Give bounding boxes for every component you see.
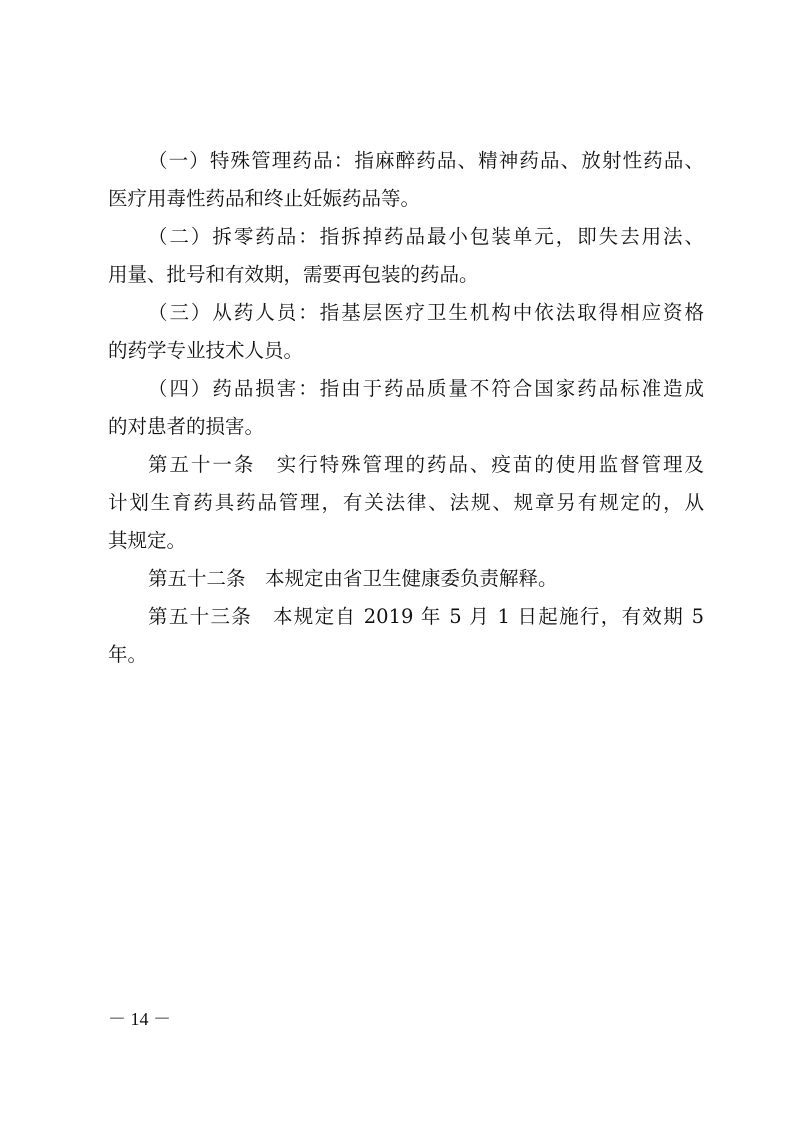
text-line: （三）从药人员：指基层医疗卫生机构中依法取得相应资格 [148,301,704,324]
text-line: 其规定。 [108,529,187,552]
text-line: （四）药品损害：指由于药品质量不符合国家药品标准造成 [148,377,704,400]
paragraph-pharmacy-staff [108,294,704,370]
text-line: 用量、批号和有效期，需要再包装的药品。 [108,263,479,286]
article-53 [108,598,704,674]
paragraph-drug-damage [108,370,704,446]
paragraph-special-management-drugs [108,142,704,218]
text-line: （二）拆零药品：指拆掉药品最小包装单元，即失去用法、 [148,225,704,248]
body-text [108,142,704,674]
text-line: 医疗用毒性药品和终止妊娠药品等。 [108,187,421,210]
text-line: 第五十一条 实行特殊管理的药品、疫苗的使用监督管理及 [148,453,704,476]
page-number: － 14 － [108,1009,171,1029]
text-line: 的对患者的损害。 [108,415,265,438]
text-line: （一）特殊管理药品：指麻醉药品、精神药品、放射性药品、 [148,149,704,172]
paragraph-unpacked-drugs [108,218,704,294]
article-52 [108,560,704,598]
text-line: 的药学专业技术人员。 [108,339,304,362]
article-51 [108,446,704,560]
text-line: 计划生育药具药品管理，有关法律、法规、规章另有规定的，从 [108,491,704,514]
text-line: 年。 [108,643,148,666]
text-line: 第五十二条 本规定由省卫生健康委负责解释。 [148,567,558,590]
text-line: 第五十三条 本规定自 2019 年 5 月 1 日起施行，有效期 5 [148,605,704,628]
